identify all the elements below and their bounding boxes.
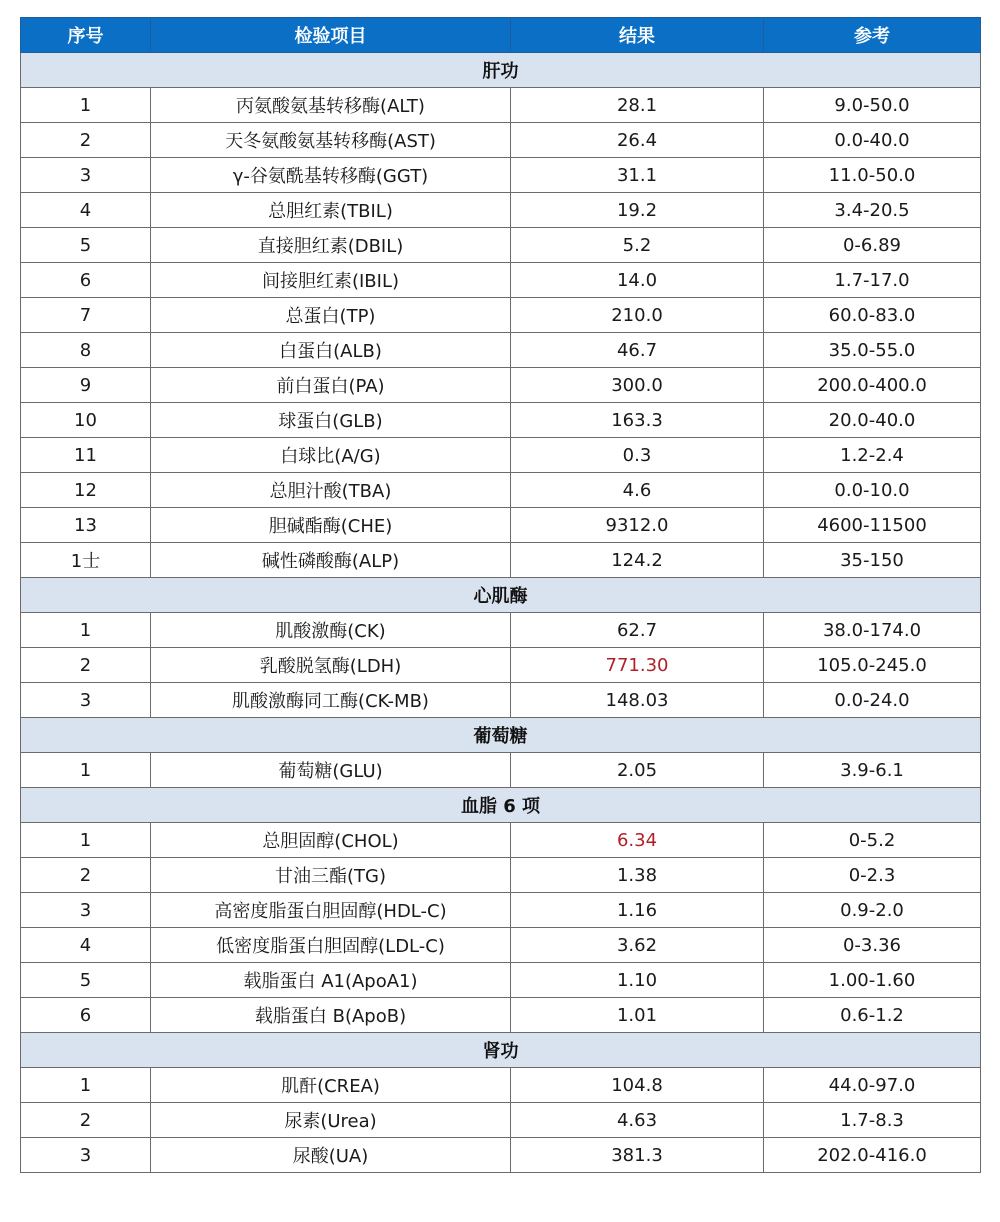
- cell-result: 381.3: [511, 1138, 764, 1173]
- cell-index: 1士: [21, 543, 151, 578]
- cell-result: 3.62: [511, 928, 764, 963]
- cell-result: 28.1: [511, 88, 764, 123]
- cell-test-item: γ-谷氨酰基转移酶(GGT): [151, 158, 511, 193]
- cell-index: 11: [21, 438, 151, 473]
- table-row: [21, 858, 981, 893]
- table-row: [21, 333, 981, 368]
- cell-result: 62.7: [511, 613, 764, 648]
- section-header-row: [21, 788, 981, 823]
- cell-result: 46.7: [511, 333, 764, 368]
- cell-reference-range: 0.0-40.0: [764, 123, 981, 158]
- cell-index: 1: [21, 753, 151, 788]
- section-header-row: [21, 53, 981, 88]
- cell-reference-range: 0-2.3: [764, 858, 981, 893]
- cell-reference-range: 60.0-83.0: [764, 298, 981, 333]
- table-row: [21, 648, 981, 683]
- cell-index: 2: [21, 648, 151, 683]
- cell-result: 300.0: [511, 368, 764, 403]
- lab-results-table: [20, 17, 981, 1173]
- cell-index: 12: [21, 473, 151, 508]
- cell-reference-range: 38.0-174.0: [764, 613, 981, 648]
- cell-index: 6: [21, 263, 151, 298]
- cell-result: 6.34: [511, 823, 764, 858]
- cell-reference-range: 1.7-17.0: [764, 263, 981, 298]
- cell-result: 19.2: [511, 193, 764, 228]
- cell-test-item: 尿酸(UA): [151, 1138, 511, 1173]
- cell-reference-range: 105.0-245.0: [764, 648, 981, 683]
- cell-test-item: 甘油三酯(TG): [151, 858, 511, 893]
- cell-reference-range: 0.0-10.0: [764, 473, 981, 508]
- cell-index: 1: [21, 1068, 151, 1103]
- table-row: [21, 508, 981, 543]
- cell-test-item: 总蛋白(TP): [151, 298, 511, 333]
- cell-result: 210.0: [511, 298, 764, 333]
- cell-test-item: 总胆红素(TBIL): [151, 193, 511, 228]
- cell-index: 4: [21, 928, 151, 963]
- cell-reference-range: 20.0-40.0: [764, 403, 981, 438]
- table-row: [21, 263, 981, 298]
- cell-index: 5: [21, 963, 151, 998]
- table-row: [21, 753, 981, 788]
- table-row: [21, 438, 981, 473]
- cell-test-item: 胆碱酯酶(CHE): [151, 508, 511, 543]
- cell-reference-range: 0-5.2: [764, 823, 981, 858]
- cell-index: 2: [21, 858, 151, 893]
- table-header: [21, 18, 981, 53]
- cell-reference-range: 1.00-1.60: [764, 963, 981, 998]
- cell-result: 26.4: [511, 123, 764, 158]
- cell-result: 1.01: [511, 998, 764, 1033]
- cell-index: 8: [21, 333, 151, 368]
- cell-test-item: 高密度脂蛋白胆固醇(HDL-C): [151, 893, 511, 928]
- cell-reference-range: 1.7-8.3: [764, 1103, 981, 1138]
- cell-result: 148.03: [511, 683, 764, 718]
- table-row: [21, 1103, 981, 1138]
- cell-index: 7: [21, 298, 151, 333]
- cell-reference-range: 0.0-24.0: [764, 683, 981, 718]
- cell-reference-range: 3.9-6.1: [764, 753, 981, 788]
- cell-test-item: 间接胆红素(IBIL): [151, 263, 511, 298]
- section-title: 葡萄糖: [21, 718, 981, 753]
- section-header-row: [21, 1033, 981, 1068]
- table-row: [21, 193, 981, 228]
- table-row: [21, 473, 981, 508]
- cell-result: 104.8: [511, 1068, 764, 1103]
- cell-test-item: 丙氨酸氨基转移酶(ALT): [151, 88, 511, 123]
- cell-reference-range: 11.0-50.0: [764, 158, 981, 193]
- cell-index: 9: [21, 368, 151, 403]
- cell-index: 3: [21, 893, 151, 928]
- table-row: [21, 823, 981, 858]
- table-row: [21, 1138, 981, 1173]
- table-row: [21, 928, 981, 963]
- cell-index: 1: [21, 88, 151, 123]
- cell-test-item: 总胆固醇(CHOL): [151, 823, 511, 858]
- section-header-row: [21, 718, 981, 753]
- cell-index: 2: [21, 1103, 151, 1138]
- cell-result: 5.2: [511, 228, 764, 263]
- cell-test-item: 碱性磷酸酶(ALP): [151, 543, 511, 578]
- cell-test-item: 白蛋白(ALB): [151, 333, 511, 368]
- cell-result: 1.16: [511, 893, 764, 928]
- column-header-result: 结果: [511, 18, 764, 53]
- table-row: [21, 963, 981, 998]
- table-row: [21, 998, 981, 1033]
- cell-index: 4: [21, 193, 151, 228]
- cell-index: 6: [21, 998, 151, 1033]
- section-header-row: [21, 578, 981, 613]
- table-row: [21, 368, 981, 403]
- column-header-reference: 参考: [764, 18, 981, 53]
- cell-result: 163.3: [511, 403, 764, 438]
- cell-reference-range: 35.0-55.0: [764, 333, 981, 368]
- cell-reference-range: 44.0-97.0: [764, 1068, 981, 1103]
- cell-reference-range: 0-6.89: [764, 228, 981, 263]
- table-row: [21, 228, 981, 263]
- cell-test-item: 载脂蛋白 A1(ApoA1): [151, 963, 511, 998]
- section-title: 肾功: [21, 1033, 981, 1068]
- cell-test-item: 低密度脂蛋白胆固醇(LDL-C): [151, 928, 511, 963]
- column-header-index: 序号: [21, 18, 151, 53]
- cell-index: 2: [21, 123, 151, 158]
- cell-test-item: 总胆汁酸(TBA): [151, 473, 511, 508]
- cell-reference-range: 4600-11500: [764, 508, 981, 543]
- cell-result: 2.05: [511, 753, 764, 788]
- table-row: [21, 123, 981, 158]
- cell-result: 31.1: [511, 158, 764, 193]
- cell-test-item: 肌酸激酶同工酶(CK-MB): [151, 683, 511, 718]
- table-row: [21, 158, 981, 193]
- cell-test-item: 尿素(Urea): [151, 1103, 511, 1138]
- section-title: 心肌酶: [21, 578, 981, 613]
- cell-test-item: 直接胆红素(DBIL): [151, 228, 511, 263]
- cell-test-item: 球蛋白(GLB): [151, 403, 511, 438]
- cell-index: 3: [21, 158, 151, 193]
- cell-index: 3: [21, 683, 151, 718]
- cell-index: 5: [21, 228, 151, 263]
- cell-result: 4.6: [511, 473, 764, 508]
- cell-test-item: 载脂蛋白 B(ApoB): [151, 998, 511, 1033]
- table-row: [21, 893, 981, 928]
- cell-result: 771.30: [511, 648, 764, 683]
- table-row: [21, 298, 981, 333]
- cell-result: 14.0: [511, 263, 764, 298]
- cell-index: 10: [21, 403, 151, 438]
- column-header-item: 检验项目: [151, 18, 511, 53]
- header-row: [21, 18, 981, 53]
- table-row: [21, 88, 981, 123]
- cell-index: 3: [21, 1138, 151, 1173]
- cell-reference-range: 0.9-2.0: [764, 893, 981, 928]
- cell-index: 13: [21, 508, 151, 543]
- cell-result: 9312.0: [511, 508, 764, 543]
- cell-index: 1: [21, 823, 151, 858]
- cell-reference-range: 35-150: [764, 543, 981, 578]
- table-body: [21, 53, 981, 1173]
- cell-reference-range: 9.0-50.0: [764, 88, 981, 123]
- cell-result: 124.2: [511, 543, 764, 578]
- cell-result: 4.63: [511, 1103, 764, 1138]
- section-title: 肝功: [21, 53, 981, 88]
- cell-reference-range: 3.4-20.5: [764, 193, 981, 228]
- cell-test-item: 肌酸激酶(CK): [151, 613, 511, 648]
- cell-result: 0.3: [511, 438, 764, 473]
- cell-test-item: 肌酐(CREA): [151, 1068, 511, 1103]
- cell-reference-range: 1.2-2.4: [764, 438, 981, 473]
- table-row: [21, 613, 981, 648]
- table-row: [21, 403, 981, 438]
- cell-reference-range: 0.6-1.2: [764, 998, 981, 1033]
- cell-test-item: 葡萄糖(GLU): [151, 753, 511, 788]
- section-title: 血脂 6 项: [21, 788, 981, 823]
- cell-reference-range: 0-3.36: [764, 928, 981, 963]
- table-row: [21, 683, 981, 718]
- table-row: [21, 1068, 981, 1103]
- cell-index: 1: [21, 613, 151, 648]
- cell-test-item: 前白蛋白(PA): [151, 368, 511, 403]
- cell-result: 1.10: [511, 963, 764, 998]
- cell-test-item: 天冬氨酸氨基转移酶(AST): [151, 123, 511, 158]
- cell-reference-range: 202.0-416.0: [764, 1138, 981, 1173]
- cell-test-item: 乳酸脱氢酶(LDH): [151, 648, 511, 683]
- cell-test-item: 白球比(A/G): [151, 438, 511, 473]
- table-row: [21, 543, 981, 578]
- cell-reference-range: 200.0-400.0: [764, 368, 981, 403]
- cell-result: 1.38: [511, 858, 764, 893]
